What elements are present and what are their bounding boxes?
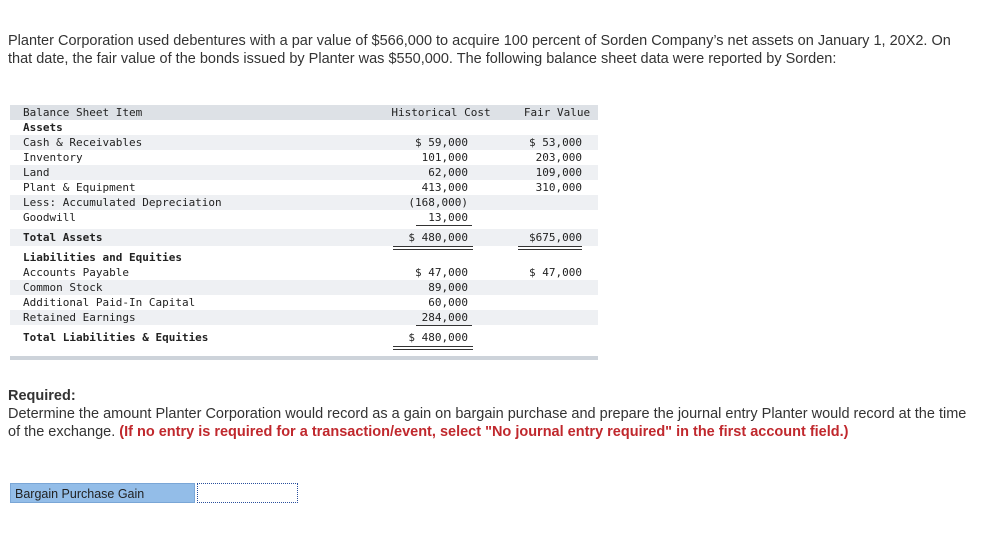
liabilities-heading-row — [10, 250, 598, 265]
subtotal-rule — [416, 225, 472, 226]
problem-statement: Planter Corporation used debentures with a par value of $566,000 to acquire 100 percent of Sorden Company’s net assets on January 1, 20X2. On that date, the fair value of the bonds issued by Planter was $550,000. The following balance sheet data were reported by Sorden: — [8, 33, 951, 67]
bargain-purchase-gain-label: Bargain Purchase Gain — [10, 483, 195, 503]
required-instruction: (If no entry is required for a transaction/event, select "No journal entry required" in the first account field.) — [119, 424, 849, 440]
fair-value: 310,000 — [535, 181, 582, 194]
row-label: Inventory — [23, 151, 83, 164]
header-item: Balance Sheet Item — [23, 106, 143, 119]
row-label: Cash & Receivables — [23, 136, 143, 149]
historical-value: 62,000 — [428, 166, 468, 179]
table-row — [10, 180, 598, 195]
fair-value: $ 47,000 — [529, 266, 582, 279]
historical-value: 60,000 — [428, 296, 468, 309]
total-assets-row — [10, 229, 598, 246]
row-label: Land — [23, 166, 50, 179]
table-row — [10, 310, 598, 325]
fair-value: 109,000 — [535, 166, 582, 179]
historical-value: 101,000 — [421, 151, 468, 164]
assets-heading: Assets — [23, 121, 63, 134]
table-row — [10, 295, 598, 310]
table-row — [10, 280, 598, 295]
required-text: Determine the amount Planter Corporation would record as a gain on bargain purchase and prepare the journal entry Planter would record at the time of the exchange. — [8, 406, 967, 440]
historical-value: $ 47,000 — [415, 266, 468, 279]
historical-value: (168,000) — [408, 196, 468, 209]
row-label: Plant & Equipment — [23, 181, 136, 194]
header-historical-cost: Historical Cost — [391, 106, 491, 119]
table-header-row — [10, 105, 598, 120]
table-row — [10, 210, 598, 225]
historical-value: $ 59,000 — [415, 136, 468, 149]
historical-value: 413,000 — [421, 181, 468, 194]
required-section — [8, 387, 968, 441]
table-row — [10, 150, 598, 165]
bargain-purchase-gain-input[interactable] — [197, 483, 298, 503]
row-label: Accounts Payable — [23, 266, 129, 279]
assets-heading-row — [10, 120, 598, 135]
fair-value: $ 53,000 — [529, 136, 582, 149]
historical-value: 13,000 — [428, 211, 468, 224]
total-double-rule — [393, 346, 473, 350]
total-assets-label: Total Assets — [23, 231, 103, 244]
header-fair-value: Fair Value — [523, 106, 591, 119]
balance-sheet-table — [10, 105, 598, 360]
total-liabilities-historical: $ 480,000 — [408, 331, 468, 344]
row-label: Goodwill — [23, 211, 76, 224]
subtotal-rule — [416, 325, 472, 326]
liabilities-heading: Liabilities and Equities — [23, 251, 182, 264]
table-bottom-bar — [10, 356, 598, 360]
fair-value: 203,000 — [535, 151, 582, 164]
row-label: Common Stock — [23, 281, 103, 294]
row-label: Additional Paid-In Capital — [23, 296, 196, 309]
row-label: Retained Earnings — [23, 311, 136, 324]
historical-value: 284,000 — [421, 311, 468, 324]
row-label: Less: Accumulated Depreciation — [23, 196, 222, 209]
historical-value: 89,000 — [428, 281, 468, 294]
total-assets-historical: $ 480,000 — [408, 231, 468, 244]
total-assets-fair: $675,000 — [529, 231, 582, 244]
table-row — [10, 195, 598, 210]
total-liabilities-label: Total Liabilities & Equities — [23, 331, 209, 344]
required-heading: Required: — [8, 388, 76, 404]
table-row — [10, 165, 598, 180]
table-row — [10, 265, 598, 280]
table-row — [10, 135, 598, 150]
total-liabilities-row — [10, 329, 598, 346]
